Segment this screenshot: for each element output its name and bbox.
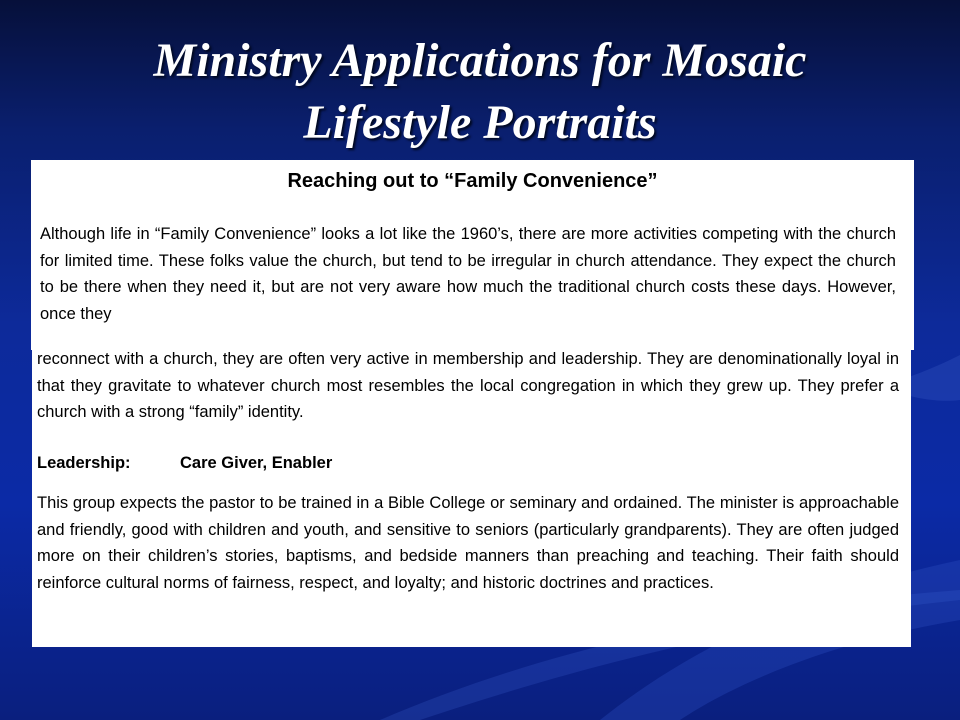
paragraph-pastor-expectations: This group expects the pastor to be trained in a Bible College or seminary and ordained. The minister is approachable and friendly, good with children and youth, and sensitive to seniors (particularly grandparents). They are often judged more on their children’s stories, baptisms, and bedside manners than preaching and teaching. Their faith should reinforce cultural norms of fairness, respect, and loyalty; and historic doctrines and practices. [37,494,899,592]
leadership-label: Leadership: [37,454,131,472]
slide-title-line2: Lifestyle Portraits [303,96,657,149]
paragraph-intro: Although life in “Family Convenience” looks a lot like the 1960’s, there are more activities competing with the church for limited time. These folks value the church, but tend to be irregular in church attendance. They expect the church to be there when they need it, but are not very aware how much the traditional church costs these days. However, once they [40,225,896,323]
leadership-value: Care Giver, Enabler [180,454,333,472]
paragraph-continuation: reconnect with a church, they are often very active in membership and leadership. They are denominationally loyal in that they gravitate to whatever church most resembles the local congregation in which they grew up. They prefer a church with a strong “family” identity. [37,350,899,421]
excerpt-heading: Reaching out to “Family Convenience” [287,170,658,192]
leadership-line [37,450,332,476]
excerpt-panel-bottom [32,337,911,647]
excerpt-panel-top [31,160,914,350]
slide-title-line1: Ministry Applications for Mosaic [153,34,807,87]
slide-title [0,30,960,154]
